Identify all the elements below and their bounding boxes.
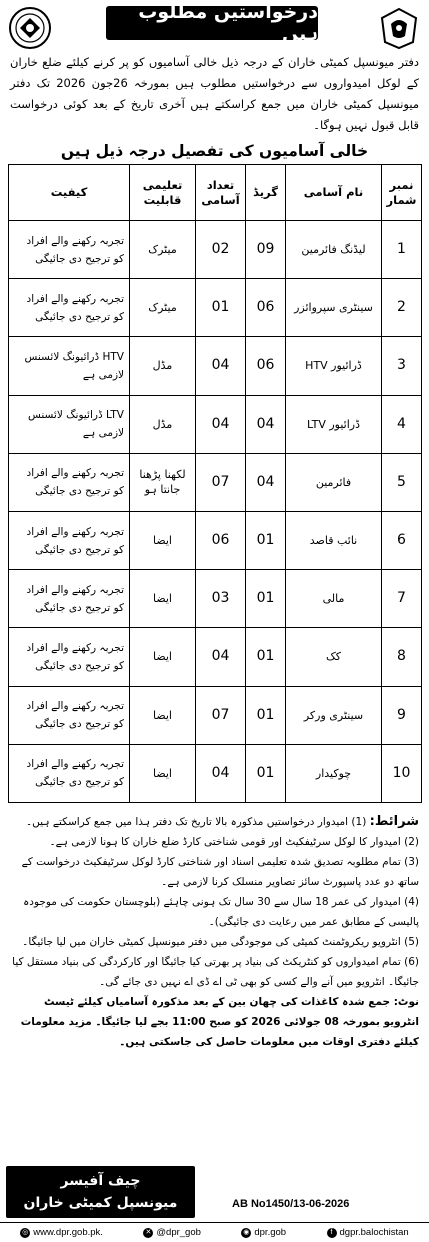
note: نوٹ: جمع شدہ کاغذات کی چھان بین کے بعد مذکورہ آسامیاں کیلئے ٹیسٹ انٹرویو بمورخہ 08 جولائی 2026 کو صبح 11:00 بجے لیا جائیگا۔ مزید معلومات کیلئے دفتری اوقات میں معلومات حاصل کی جاسکتی ہیں۔ [20,996,419,1048]
condition-item: (6) تمام امیدواروں کو کنٹریکٹ کی بنیاد پر بھرتی کیا جائیگا اور کارکردگی کی بنیاد مستقل کیا جائیگا۔ انٹرویو میں آنے والے کسی کو بھی ٹی اے ڈی اے نہیں دی جائے گی۔ [12,956,419,988]
header-qualification: تعلیمی قابلیت [130,165,196,221]
post-count-cell: 04 [196,628,246,686]
qualification-cell: ایضا [130,570,196,628]
serial-cell: 6 [382,511,422,569]
post-name-cell: سینٹری سپروائزر [286,279,382,337]
globe-icon: ◎ [22,1228,29,1236]
remarks-cell: تجربہ رکھنے والے افراد کو ترجیح دی جائیگی [9,570,130,628]
post-name-cell: سینٹری ورکر [286,686,382,744]
social-label: @dpr_gob [156,1227,201,1238]
remarks-cell: تجربہ رکھنے والے افراد کو ترجیح دی جائیگی [9,453,130,511]
condition-item: (3) تمام مطلوبہ تصدیق شدہ تعلیمی اسناد اور شناختی کارڈ لوکل سرٹیفکیٹ درخواست کے ساتھ دو عدد پاسپورٹ سائز تصاویر منسلک کرنا لازمی ہے۔ [21,856,419,888]
twitter-icon: ✕ [143,1228,153,1238]
table-row [9,628,422,686]
serial-cell: 4 [382,395,422,453]
social-label: dgpr.balochistan [339,1227,409,1238]
qualification-cell: مڈل [130,395,196,453]
grade-cell: 06 [246,279,286,337]
remarks-cell: تجربہ رکھنے والے افراد کو ترجیح دی جائیگی [9,628,130,686]
condition-item: (1) امیدوار درخواستیں مذکورہ بالا تاریخ تک دفتر ہذا میں جمع کراسکتے ہیں۔ [26,816,367,828]
conditions-section [10,812,419,1052]
post-name-cell: چوکیدار [286,744,382,802]
vacancies-table [8,164,422,803]
remarks-cell: LTV ڈرائیونگ لائسنس لازمی ہے [9,395,130,453]
grade-cell: 01 [246,511,286,569]
social-label: www.dpr.gob.pk. [33,1227,103,1238]
post-count-cell: 07 [196,453,246,511]
qualification-cell: ایضا [130,686,196,744]
remarks-cell: تجربہ رکھنے والے افراد کو ترجیح دی جائیگی [9,744,130,802]
signatory-title: چیف آفیسر [60,1173,141,1189]
signatory-office: میونسپل کمیٹی خاران [23,1195,178,1211]
serial-cell: 7 [382,570,422,628]
social-link-web[interactable] [20,1227,103,1238]
municipal-emblem-icon [8,6,52,50]
qualification-cell: ایضا [130,744,196,802]
table-row [9,570,422,628]
page-title: درخواستیں مطلوب ہیں [106,6,318,40]
balochistan-emblem-icon [377,6,421,50]
social-link-twitter[interactable] [143,1227,201,1238]
post-name-cell: مالی [286,570,382,628]
post-name-cell: نائب قاصد [286,511,382,569]
remarks-cell: HTV ڈرائیونگ لائسنس لازمی ہے [9,337,130,395]
social-bar [0,1222,429,1242]
table-row [9,395,422,453]
serial-cell: 10 [382,744,422,802]
grade-cell: 01 [246,628,286,686]
qualification-cell: ایضا [130,628,196,686]
social-link-facebook[interactable] [327,1227,409,1238]
intro-paragraph: دفتر میونسپل کمیٹی خاران کے درجہ ذیل خالی آسامیوں کو پر کرنے کیلئے ضلع خاران کے لوکل امیدواروں سے درخواستیں مطلوب ہیں بمورخہ 26جون 2026 تک دفتر میونسپل کمیٹی خاران میں جمع کراسکتے ہیں آخری تاریخ کے بعد کوئی درخواست قابل قبول نہیں ہوگا۔ [10,55,419,132]
table-body [9,221,422,803]
condition-item: (5) انٹرویو ریکروٹمنٹ کمیٹی کی موجودگی میں دفتر میونسپل کمیٹی خاران میں لیا جائیگا۔ [22,936,419,948]
table-row [9,686,422,744]
grade-cell: 04 [246,395,286,453]
qualification-cell: میٹرک [130,221,196,279]
header-post-count: تعداد آسامی [196,165,246,221]
qualification-cell: ایضا [130,511,196,569]
table-row [9,453,422,511]
post-count-cell: 03 [196,570,246,628]
remarks-cell: تجربہ رکھنے والے افراد کو ترجیح دی جائیگی [9,279,130,337]
qualification-cell: میٹرک [130,279,196,337]
table-row [9,337,422,395]
table-row [9,744,422,802]
serial-cell: 1 [382,221,422,279]
facebook-icon: f [327,1228,337,1238]
post-name-cell: فائرمین [286,453,382,511]
condition-item: (4) امیدوار کی عمر 18 سال سے 30 سال تک ہونی چاہئے (بلوچستان حکومت کی موجودہ پالیسی کے مطابق عمر میں رعایت دی جائیگی)۔ [23,896,419,928]
grade-cell: 01 [246,686,286,744]
serial-cell: 3 [382,337,422,395]
serial-cell: 5 [382,453,422,511]
qualification-cell: مڈل [130,337,196,395]
post-name-cell: کک [286,628,382,686]
header-grade: گریڈ [246,165,286,221]
post-name-cell: ڈرائیور LTV [286,395,382,453]
instagram-icon: ◉ [243,1228,250,1236]
post-count-cell: 04 [196,337,246,395]
grade-cell: 04 [246,453,286,511]
post-count-cell: 02 [196,221,246,279]
post-count-cell: 07 [196,686,246,744]
grade-cell: 06 [246,337,286,395]
post-name-cell: ڈرائیور HTV [286,337,382,395]
remarks-cell: تجربہ رکھنے والے افراد کو ترجیح دی جائیگی [9,686,130,744]
reference-number: AB No1450/13-06-2026 [232,1198,350,1210]
social-label: dpr.gob [254,1227,287,1238]
remarks-cell: تجربہ رکھنے والے افراد کو ترجیح دی جائیگی [9,511,130,569]
grade-cell: 09 [246,221,286,279]
serial-cell: 9 [382,686,422,744]
post-name-cell: لیڈنگ فائرمین [286,221,382,279]
table-row [9,221,422,279]
table-row [9,511,422,569]
remarks-cell: تجربہ رکھنے والے افراد کو ترجیح دی جائیگی [9,221,130,279]
condition-item: (2) امیدوار کا لوکل سرٹیفکیٹ اور قومی شناختی کارڈ ضلع خاران کا ہونا لازمی ہے۔ [49,836,419,848]
table-title: خالی آسامیوں کی تفصیل درجہ ذیل ہیں [60,142,369,160]
serial-cell: 8 [382,628,422,686]
post-count-cell: 04 [196,744,246,802]
conditions-heading: شرائط: [369,814,419,829]
signatory-box [6,1166,195,1218]
qualification-cell: لکھنا پڑھنا جانتا ہو [130,453,196,511]
header-serial: نمبر شمار [382,165,422,221]
table-header-row [9,165,422,221]
post-count-cell: 04 [196,395,246,453]
header-remarks: کیفیت [9,165,130,221]
grade-cell: 01 [246,744,286,802]
serial-cell: 2 [382,279,422,337]
social-link-instagram[interactable] [241,1227,286,1238]
header-post-name: نام آسامی [286,165,382,221]
grade-cell: 01 [246,570,286,628]
post-count-cell: 06 [196,511,246,569]
table-row [9,279,422,337]
post-count-cell: 01 [196,279,246,337]
